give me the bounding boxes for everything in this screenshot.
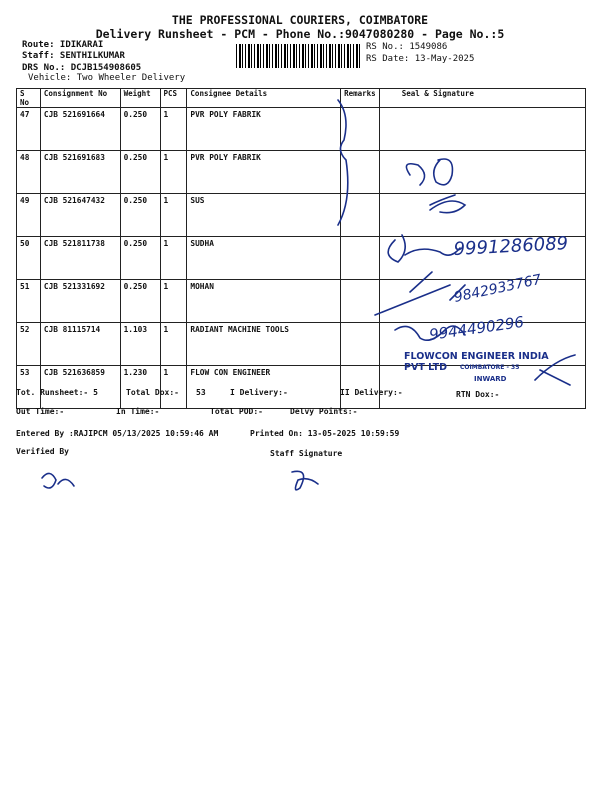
ii-delivery: II Delivery:-: [340, 388, 403, 397]
cell-pcs: 1: [160, 323, 187, 366]
phone-row50: 9991286089: [453, 233, 569, 260]
in-time: In Time:-: [116, 407, 160, 416]
total-pod: Total POD:-: [210, 407, 263, 416]
cell-weight: 1.103: [120, 323, 160, 366]
tot-runsheet: Tot. Runsheet:- 5: [16, 388, 98, 397]
stamp-company: FLOWCON ENGINEER INDIA PVT LTD: [404, 351, 549, 373]
cell-remarks: [341, 366, 380, 409]
printed-on: Printed On: 13-05-2025 10:59:59: [250, 429, 400, 438]
cell-remarks: [341, 323, 380, 366]
drs-number: DRS No.: DCJB154908605: [22, 63, 142, 73]
cell-weight: 0.250: [120, 237, 160, 280]
barcode: [236, 44, 360, 68]
cell-remarks: [341, 194, 380, 237]
rs-number: RS No.: 1549086: [366, 42, 448, 52]
out-time: Out Time:-: [16, 407, 65, 416]
entered-by: Entered By :RAJIPCM 05/13/2025 10:59:46 AM: [16, 429, 219, 438]
cell-weight: 0.250: [120, 280, 160, 323]
col-pcs: PCS: [160, 89, 187, 108]
cell-signature: [379, 108, 585, 151]
cell-consignment: CJB 521636859: [40, 366, 120, 409]
staff-signature: [292, 471, 318, 489]
cell-remarks: [341, 151, 380, 194]
cell-remarks: [341, 237, 380, 280]
rtn-dox: RTN Dox:-: [456, 390, 500, 399]
runsheet-subtitle: Delivery Runsheet - PCM - Phone No.:9047080280 - Page No.:5: [95, 27, 505, 41]
delvy-points: Delvy Points:-: [290, 407, 358, 416]
staff-signature-label: Staff Signature: [270, 449, 343, 458]
phone-row51: 9842933767: [452, 271, 543, 306]
cell-consignee: MOHAN: [187, 280, 341, 323]
cell-consignment: CJB 521331692: [40, 280, 120, 323]
col-sno: S No: [17, 89, 41, 108]
staff-label: Staff: SENTHILKUMAR: [22, 51, 125, 61]
stamp-city: COIMBATORE - 35: [460, 364, 520, 371]
cell-signature: [379, 194, 585, 237]
i-delivery: I Delivery:-: [230, 388, 288, 397]
cell-pcs: 1: [160, 280, 187, 323]
cell-consignee: PVR POLY FABRIK: [187, 108, 341, 151]
cell-weight: 0.250: [120, 151, 160, 194]
cell-consignee: SUS: [187, 194, 341, 237]
table-row: [17, 151, 586, 194]
cell-consignee: FLOW CON ENGINEER: [187, 366, 341, 409]
cell-pcs: 1: [160, 108, 187, 151]
table-row: [17, 237, 586, 280]
total-dox-label: Total Dox:-: [126, 388, 179, 397]
verified-by: Verified By: [16, 447, 69, 456]
cell-remarks: [341, 280, 380, 323]
cell-consignee: SUDHA: [187, 237, 341, 280]
cell-sno: 48: [17, 151, 41, 194]
cell-sno: 49: [17, 194, 41, 237]
col-weight: Weight: [120, 89, 160, 108]
cell-pcs: 1: [160, 237, 187, 280]
cell-signature: [379, 237, 585, 280]
verified-signature: [42, 473, 74, 488]
company-stamp: [400, 345, 572, 385]
col-consignment: Consignment No: [40, 89, 120, 108]
rs-date: RS Date: 13-May-2025: [366, 54, 475, 64]
cell-pcs: 1: [160, 151, 187, 194]
col-remarks: Remarks: [341, 89, 380, 108]
table-row: [17, 280, 586, 323]
cell-signature: [379, 151, 585, 194]
cell-pcs: 1: [160, 194, 187, 237]
cell-consignment: CJB 521691683: [40, 151, 120, 194]
col-seal-signature: Seal & Signature: [379, 89, 585, 108]
cell-consignment: CJB 521691664: [40, 108, 120, 151]
cell-sno: 47: [17, 108, 41, 151]
vehicle-label: Vehicle: Two Wheeler Delivery: [28, 73, 186, 83]
cell-pcs: 1: [160, 366, 187, 409]
route-label: Route: IDIKARAI: [22, 40, 104, 50]
cell-sno: 52: [17, 323, 41, 366]
total-dox-value: 53: [196, 388, 206, 397]
cell-weight: 0.250: [120, 194, 160, 237]
cell-consignment: CJB 521811738: [40, 237, 120, 280]
cell-remarks: [341, 108, 380, 151]
table-row: [17, 194, 586, 237]
cell-consignee: RADIANT MACHINE TOOLS: [187, 323, 341, 366]
table-header-row: [17, 89, 586, 108]
phone-row52: 9944490296: [428, 312, 526, 344]
company-title: THE PROFESSIONAL COURIERS, COIMBATORE: [171, 13, 429, 27]
cell-weight: 1.230: [120, 366, 160, 409]
cell-consignment: CJB 521647432: [40, 194, 120, 237]
cell-weight: 0.250: [120, 108, 160, 151]
cell-consignee: PVR POLY FABRIK: [187, 151, 341, 194]
col-consignee: Consignee Details: [187, 89, 341, 108]
cell-sno: 51: [17, 280, 41, 323]
cell-sno: 50: [17, 237, 41, 280]
cell-signature: [379, 280, 585, 323]
cell-sno: 53: [17, 366, 41, 409]
table-row: [17, 108, 586, 151]
cell-consignment: CJB 81115714: [40, 323, 120, 366]
stamp-inward: INWARD: [474, 375, 507, 383]
